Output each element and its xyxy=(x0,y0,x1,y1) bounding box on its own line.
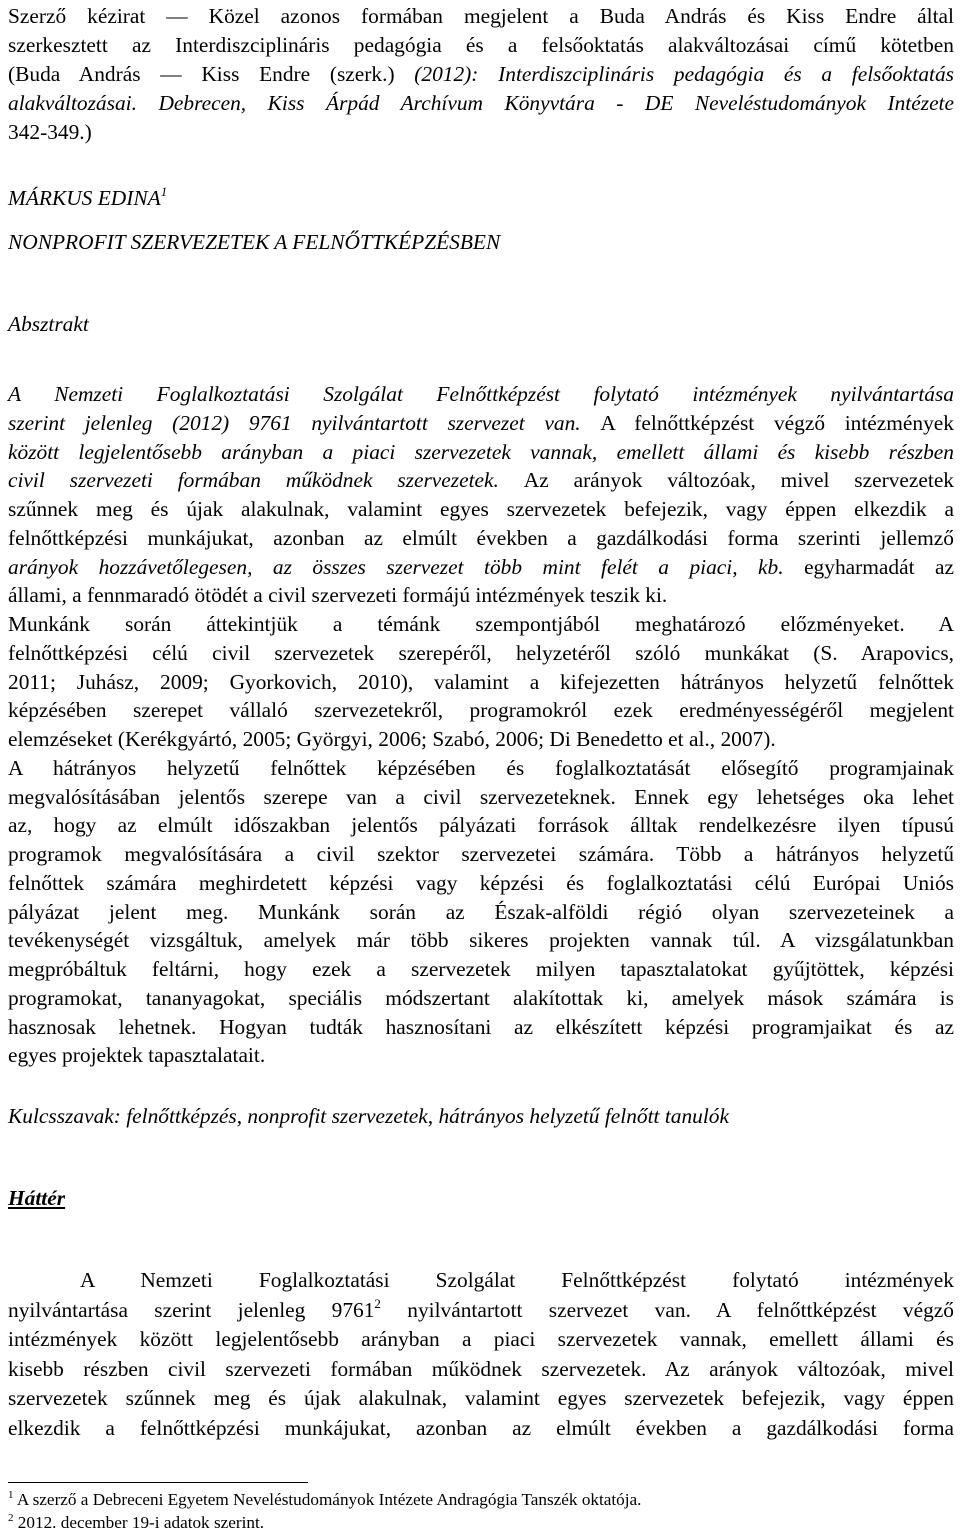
abstract-line: hasznosak lehetnek. Hogyan tudták hasznosítani az elkészített képzési programjaikat és az xyxy=(8,1014,954,1039)
abstract-line: pályázat jelent meg. Munkánk során az Észak-alföldi régió olyan szervezeteinek a xyxy=(8,899,954,924)
abstract-line: felnőttképzési munkájukat, azonban az elmúlt években a gazdálkodási forma szerinti jellemző xyxy=(8,525,954,550)
abstract-line: A Nemzeti Foglalkoztatási Szolgálat Felnőttképzést folytató intézmények nyilvántartása xyxy=(8,382,954,406)
footnote-mark: 1 xyxy=(8,1489,14,1501)
abstract-line: képzésében szerepet vállaló szervezetekről, programokról ezek eredményességéről megjelent xyxy=(8,698,954,723)
body-line: intézmények között legjelentősebb arányban a piaci szervezetek vannak, emellett állami és xyxy=(8,1327,954,1352)
abstract-line: felnőttek számára meghirdetett képzési vagy képzési és foglalkoztatási célú Európai Uniós xyxy=(8,870,954,895)
section-heading: Háttér xyxy=(8,1186,66,1210)
abstract-line: tevékenységét vizsgáltuk, amelyek már több sikeres projekten vannak túl. A vizsgálatunkban xyxy=(8,928,954,953)
abstract-line: A hátrányos helyzetű felnőttek képzésében és foglalkoztatását elősegítő programjainak xyxy=(8,755,954,780)
abstract-line: szerint jelenleg (2012) 9761 nyilvántartott szervezet van. A felnőttképzést végző intézmények xyxy=(8,410,954,435)
preprint-notice xyxy=(8,2,954,147)
abstract-line: civil szervezeti formában működnek szervezetek. Az arányok változóak, mivel szervezetek xyxy=(8,468,955,493)
body-line: kisebb részben civil szervezeti formában működnek szervezetek. Az arányok változóak, mivel xyxy=(8,1356,954,1381)
preprint-notice-line: Szerző kézirat — Közel azonos formában megjelent a Buda András és Kiss Endre által xyxy=(8,4,954,28)
footnote-mark: 2 xyxy=(8,1512,14,1524)
abstract-line: programokat, tananyagokat, speciális módszertant alakítottak ki, amelyek mások számára is xyxy=(8,985,954,1010)
abstract-line: szűnnek meg és újak alakulnak, valamint egyes szervezetek befejezik, vagy éppen elkezdik a xyxy=(8,497,954,521)
abstract-line: állami, a fennmaradó ötödét a civil szervezeti formájú intézmények teszik ki. xyxy=(8,583,668,608)
abstract-body xyxy=(8,380,954,1070)
paper-title: NONPROFIT SZERVEZETEK A FELNŐTTKÉPZÉSBEN xyxy=(8,230,501,254)
abstract-line: programok megvalósítására a civil szektor szervezetei számára. Több a hátrányos helyzetű xyxy=(8,842,954,866)
abstract-line: Munkánk során áttekintjük a témánk szempontjából meghatározó előzményeket. A xyxy=(8,612,954,636)
body-line: szervezetek szűnnek meg és újak alakulnak, valamint egyes szervezetek befejezik, vagy éppen xyxy=(8,1386,954,1411)
abstract-heading: Absztrakt xyxy=(8,312,89,336)
abstract-line: 2011; Juhász, 2009; Gyorkovich, 2010), valamint a kifejezetten hátrányos helyzetű felnőttek xyxy=(8,669,954,694)
preprint-notice-line: 342-349.) xyxy=(8,120,92,144)
abstract-line: megpróbáltuk feltárni, hogy ezek a szervezetek milyen tapasztalatokat gyűjtöttek, képzési xyxy=(8,957,954,981)
abstract-line: egyes projektek tapasztalatait. xyxy=(8,1043,266,1068)
footnote-divider xyxy=(8,1482,308,1483)
body-line: A Nemzeti Foglalkoztatási Szolgálat Felnőttképzést folytató intézmények xyxy=(80,1268,954,1292)
body-line: elkezdik a felnőttképzési munkájukat, azonban az elmúlt években a gazdálkodási forma xyxy=(8,1415,954,1440)
body-line: nyilvántartása szerint jelenleg 9761$^2$ nyilvántartott szervezet van. A felnőttképzést végző xyxy=(8,1295,954,1322)
abstract-line: az, hogy az elmúlt időszakban jelentős pályázati források álltak rendelkezésre ilyen típusú xyxy=(8,813,954,838)
author-name: MÁRKUS EDINA$^1$ xyxy=(8,184,168,210)
footnote-ref: 2 xyxy=(374,1295,381,1311)
abstract-line: között legjelentősebb arányban a piaci szervezetek vannak, emellett állami és kisebb részben xyxy=(8,439,954,464)
footnotes xyxy=(8,1488,954,1534)
abstract-line: felnőttképzési célú civil szervezetek szerepéről, helyzetéről szóló munkákat (S. Arapovics, xyxy=(8,640,954,665)
footnote-ref: 1 xyxy=(160,184,168,199)
abstract-line: elemzéseket (Kerékgyártó, 2005; Györgyi, 2006; Szabó, 2006; Di Benedetto et al., 2007). xyxy=(8,727,776,751)
abstract-line: megvalósításában jelentős szerepe van a civil szervezeteknek. Ennek egy lehetséges oka lehet xyxy=(8,784,955,809)
keywords: Kulcsszavak: felnőttképzés, nonprofit szervezetek, hátrányos helyzetű felnőtt tanulók xyxy=(8,1104,729,1128)
abstract-line: arányok hozzávetőlegesen, az összes szervezet több mint felét a piaci, kb. egyharmadát az xyxy=(8,554,954,579)
preprint-notice-line: (Buda András — Kiss Endre (szerk.) (2012): Interdiszciplináris pedagógia és a felsőoktatás xyxy=(8,62,954,86)
footnote: $^1$ A szerző a Debreceni Egyetem Neveléstudományok Intézete Andragógia Tanszék oktatója. xyxy=(8,1489,642,1509)
preprint-notice-line: alakváltozásai. Debrecen, Kiss Árpád Archívum Könyvtára - DE Neveléstudományok Intézete xyxy=(8,91,954,115)
footnote: $^2$ 2012. december 19-i adatok szerint. xyxy=(8,1512,265,1532)
preprint-notice-line: szerkesztett az Interdiszciplináris pedagógia és a felsőoktatás alakváltozásai című kötetben xyxy=(8,33,954,57)
section-body xyxy=(8,1266,954,1444)
